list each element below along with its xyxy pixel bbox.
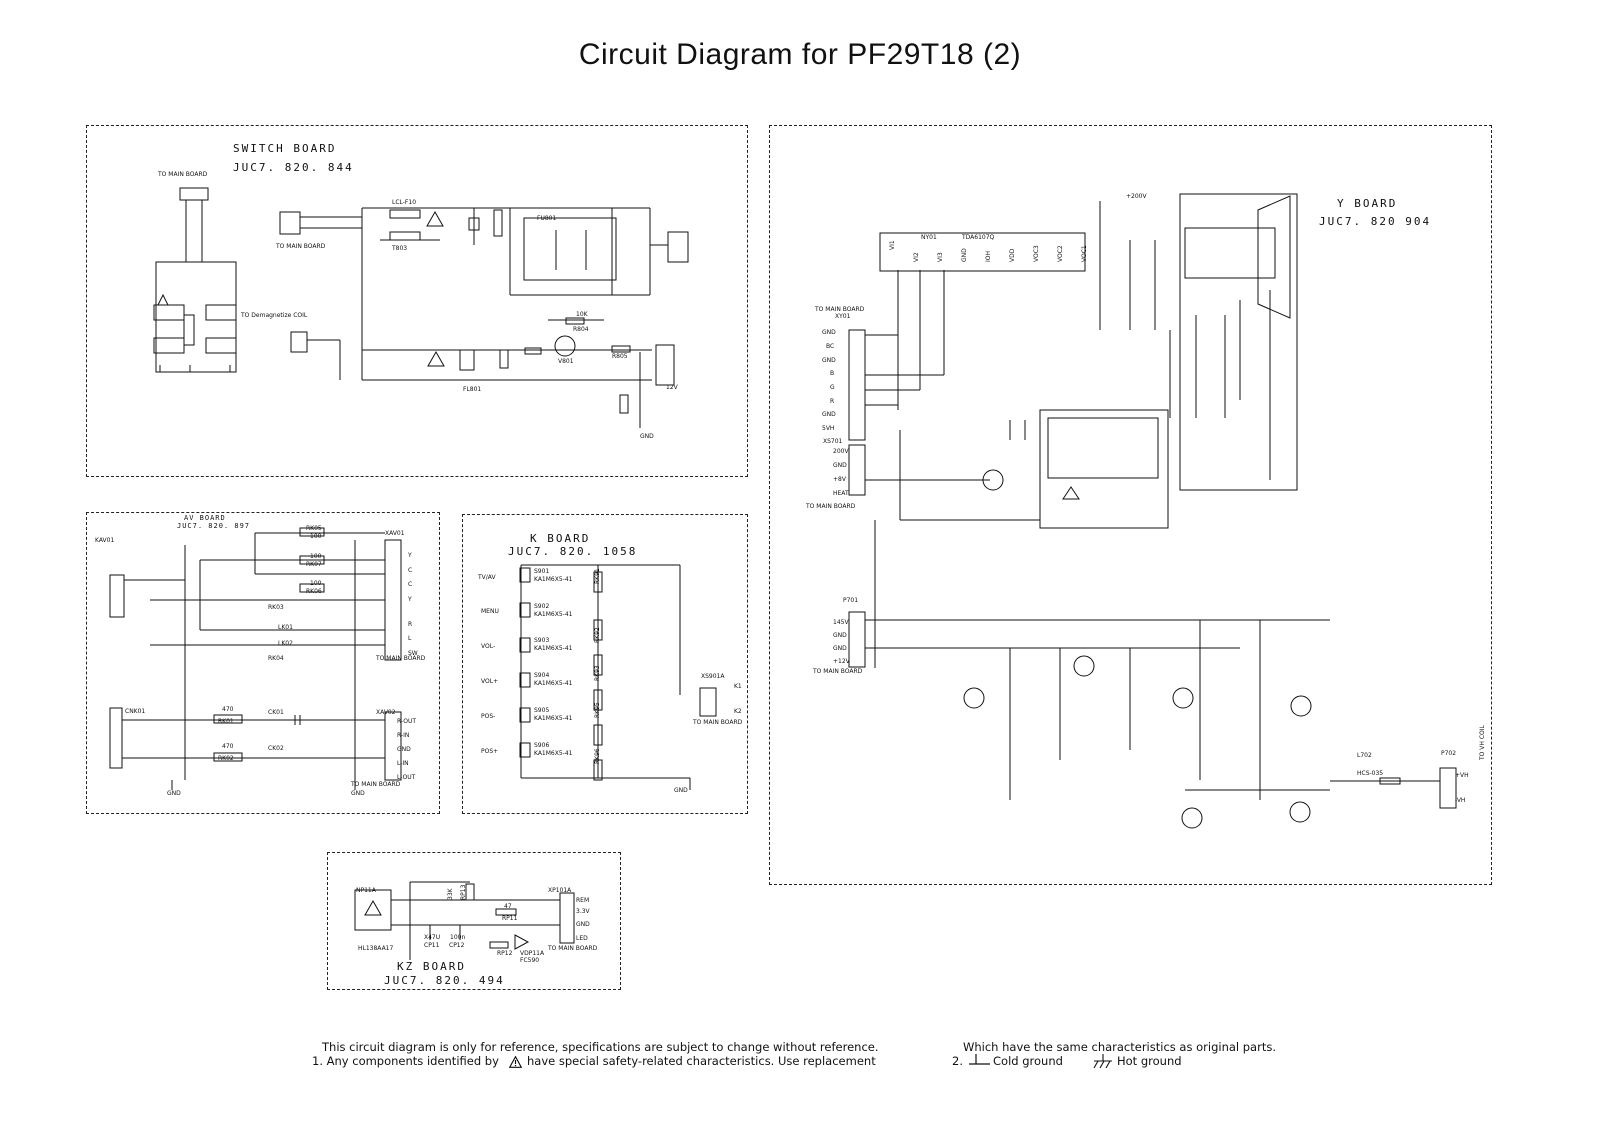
k-connector-pin: K2 xyxy=(734,708,742,715)
p701-pin: 145V xyxy=(833,619,849,626)
av-pin-a: SW xyxy=(408,650,418,657)
k-part: KA1M6X5-41 xyxy=(534,750,573,757)
k-to-main: TO MAIN BOARD xyxy=(693,719,743,726)
kz-fc590: FC590 xyxy=(520,957,540,964)
switch-gnd: GND xyxy=(640,433,654,440)
y-pin-label: 5VH xyxy=(822,425,835,432)
y-board-wiring xyxy=(849,194,1456,828)
k-part: KA1M6X5-41 xyxy=(534,715,573,722)
kz-pin: LED xyxy=(576,935,588,942)
av-pin-b: R-OUT xyxy=(397,718,417,725)
k-board-wiring xyxy=(520,565,716,790)
y-to-main-3: TO MAIN BOARD xyxy=(813,668,863,675)
k-key-label: TV/AV xyxy=(478,574,496,581)
y-pin-label: BC xyxy=(826,343,835,350)
k-resistor: RK93 xyxy=(594,665,601,681)
y-to-main-1: TO MAIN BOARD xyxy=(815,306,865,313)
y-p702: P702 xyxy=(1441,750,1457,757)
kz-board-name: KZ BOARD xyxy=(397,960,466,973)
note-ground-number: 2. xyxy=(952,1054,963,1068)
y-hcs: HCS-035 xyxy=(1357,770,1384,777)
hot-ground-icon xyxy=(1092,1053,1114,1069)
xs701-pin: GND xyxy=(833,462,847,469)
kz-47: 47 xyxy=(504,903,512,910)
k-board-name: K BOARD xyxy=(530,532,591,545)
av-rk06: RK06 xyxy=(306,588,322,595)
av-xav02: XAV02 xyxy=(376,709,396,716)
y-l702: L702 xyxy=(1357,752,1372,759)
av-pin-a: L xyxy=(408,635,412,642)
ic-pin-label: VDD xyxy=(1009,248,1016,262)
kz-hl: HL138AA17 xyxy=(358,945,394,952)
p702-pin: -VH xyxy=(1455,797,1466,804)
av-pin-b: L-IN xyxy=(397,760,409,767)
av-gnd-2: GND xyxy=(351,790,365,797)
k-resistor: RK91 xyxy=(594,568,601,584)
y-pin-label: GND xyxy=(822,411,836,418)
k-key-label: POS- xyxy=(481,713,496,720)
k-switch-ref: S904 xyxy=(534,672,550,679)
xs701-pin: 200V xyxy=(833,448,849,455)
y-ic-ref: NY01 xyxy=(921,234,937,241)
xs701-pin: +8V xyxy=(833,476,846,483)
k-connector: XS901A xyxy=(701,673,725,680)
switch-v801: V801 xyxy=(558,358,574,365)
av-100-c: 100 xyxy=(310,580,322,587)
av-100-b: 100 xyxy=(310,553,322,560)
ic-pin-label: VI1 xyxy=(889,240,896,250)
kz-cp12: CP12 xyxy=(449,942,465,949)
av-to-main-1: TO MAIN BOARD xyxy=(376,655,426,662)
kz-33k: 33K xyxy=(447,888,454,900)
switch-10k: 10K xyxy=(576,311,588,318)
hot-ground-label: Hot ground xyxy=(1117,1054,1182,1068)
y-to-vh-coil: TO VH COIL xyxy=(1479,725,1486,760)
switch-fl801: FL801 xyxy=(463,386,482,393)
kz-board-wiring xyxy=(355,882,574,960)
k-switch-ref: S905 xyxy=(534,707,550,714)
y-pin-label: G xyxy=(830,384,835,391)
y-pin-label: B xyxy=(830,370,835,377)
y-p701: P701 xyxy=(843,597,859,604)
kz-pin: GND xyxy=(576,921,590,928)
av-board-wiring xyxy=(110,528,401,790)
switch-r805: R805 xyxy=(612,353,628,360)
k-resistor: RK96 xyxy=(594,748,601,764)
switch-board-code: JUC7. 820. 844 xyxy=(233,161,354,174)
note-safety-1: 1. Any components identified by xyxy=(312,1054,499,1068)
ic-pin-label: GND xyxy=(961,248,968,262)
av-470-b: 470 xyxy=(222,743,234,750)
ic-pin-label: VOC3 xyxy=(1033,245,1040,262)
xs701-pin: HEAT xyxy=(833,490,849,497)
switch-to-main-2: TO MAIN BOARD xyxy=(276,243,326,250)
kz-xp101a: XP101A xyxy=(548,887,572,894)
av-board-code: JUC7. 820. 897 xyxy=(177,522,251,530)
av-rk02: RK02 xyxy=(218,755,234,762)
ic-pin-label: VOC2 xyxy=(1057,245,1064,262)
kz-pin: 3.3V xyxy=(576,908,590,915)
kz-cp11: CP11 xyxy=(424,942,440,949)
av-pin-b: R-IN xyxy=(397,732,410,739)
av-pin-b: GND xyxy=(397,746,411,753)
k-part: KA1M6X5-41 xyxy=(534,576,573,583)
k-key-label: VOL- xyxy=(481,643,496,650)
av-pin-a: Y xyxy=(408,552,412,559)
p701-pin: GND xyxy=(833,632,847,639)
k-key-label: MENU xyxy=(481,608,499,615)
page-title: Circuit Diagram for PF29T18 (2) xyxy=(578,38,1022,71)
av-ck02: CK02 xyxy=(268,745,284,752)
kz-np11a: NP11A xyxy=(356,887,376,894)
av-100-a: 100 xyxy=(310,533,322,540)
av-to-main-2: TO MAIN BOARD xyxy=(351,781,401,788)
p702-pin: +VH xyxy=(1455,772,1469,779)
k-switch-ref: S902 xyxy=(534,603,550,610)
note-same-characteristics: Which have the same characteristics as original parts. xyxy=(963,1040,1276,1054)
k-part: KA1M6X5-41 xyxy=(534,645,573,652)
av-pin-a: R xyxy=(408,621,413,628)
switch-t803: T803 xyxy=(392,245,408,252)
y-board-name: Y BOARD xyxy=(1337,197,1398,210)
switch-fu801: FU801 xyxy=(537,215,557,222)
p701-pin: +12V xyxy=(833,658,850,665)
y-pin-label: R xyxy=(830,398,835,405)
av-cnk01: CNK01 xyxy=(125,708,146,715)
kz-x47u: X47U xyxy=(424,934,441,941)
switch-demag-label: TO Demagnetize COIL xyxy=(241,312,308,319)
switch-board-wiring xyxy=(154,188,688,428)
av-board-name: AV BOARD xyxy=(184,514,226,522)
av-pin-a: C xyxy=(408,567,413,574)
av-gnd-1: GND xyxy=(167,790,181,797)
k-gnd: GND xyxy=(674,787,688,794)
av-kav01: KAV01 xyxy=(95,537,115,544)
p701-pin: GND xyxy=(833,645,847,652)
k-switch-ref: S906 xyxy=(534,742,550,749)
av-rk03: RK03 xyxy=(268,604,284,611)
switch-lcl: LCL-F10 xyxy=(392,199,417,206)
kz-board-code: JUC7. 820. 494 xyxy=(384,974,505,987)
y-to-main-2: TO MAIN BOARD xyxy=(806,503,856,510)
kz-rp12: RP12 xyxy=(497,950,513,957)
k-part: KA1M6X5-41 xyxy=(534,680,573,687)
y-xy01: XY01 xyxy=(835,313,851,320)
ic-pin-label: VOC1 xyxy=(1081,245,1088,262)
kz-to-main: TO MAIN BOARD xyxy=(548,945,598,952)
av-470-a: 470 xyxy=(222,706,234,713)
ic-pin-label: IOH xyxy=(985,250,992,262)
av-pin-b: L-OUT xyxy=(397,774,416,781)
av-rk01: RK01 xyxy=(218,718,234,725)
cold-ground-label: Cold ground xyxy=(993,1054,1063,1068)
kz-rp11: RP11 xyxy=(502,915,518,922)
note-safety-2: have special safety-related characteristics. Use replacement xyxy=(527,1054,876,1068)
k-switch-ref: S903 xyxy=(534,637,550,644)
av-lk02: LK02 xyxy=(278,640,293,647)
y-xs701: XS701 xyxy=(823,438,843,445)
warning-triangle-icon xyxy=(509,1056,522,1068)
k-connector-pin: K1 xyxy=(734,683,742,690)
switch-r804: R804 xyxy=(573,326,589,333)
av-lk01: LK01 xyxy=(278,624,293,631)
cold-ground-icon xyxy=(969,1053,991,1067)
av-xav01: XAV01 xyxy=(385,530,405,537)
switch-12v: 12V xyxy=(666,384,678,391)
av-rk05: RK05 xyxy=(306,525,322,532)
y-200v: +200V xyxy=(1126,193,1147,200)
k-board-code: JUC7. 820. 1058 xyxy=(508,545,638,558)
av-rk04: RK04 xyxy=(268,655,284,662)
switch-board-name: SWITCH BOARD xyxy=(233,142,337,155)
k-resistor: RK95 xyxy=(594,702,601,718)
av-rk07: RK07 xyxy=(306,561,322,568)
av-ck01: CK01 xyxy=(268,709,284,716)
k-resistor: RK92 xyxy=(594,627,601,643)
y-ic-name: TDA6107Q xyxy=(962,234,995,241)
kz-rp13: RP13 xyxy=(460,884,467,900)
k-key-label: VOL+ xyxy=(481,678,499,685)
y-board-code: JUC7. 820 904 xyxy=(1319,215,1432,228)
k-part: KA1M6X5-41 xyxy=(534,611,573,618)
av-pin-a: C xyxy=(408,581,413,588)
k-switch-ref: S901 xyxy=(534,568,550,575)
ic-pin-label: VI2 xyxy=(913,252,920,262)
k-key-label: POS+ xyxy=(481,748,499,755)
ic-pin-label: VI3 xyxy=(937,252,944,262)
av-pin-a: Y xyxy=(408,596,412,603)
y-pin-label: GND xyxy=(822,329,836,336)
kz-pin: REM xyxy=(576,897,590,904)
switch-to-main-1: TO MAIN BOARD xyxy=(158,171,208,178)
kz-vdp11a: VDP11A xyxy=(520,950,545,957)
y-pin-label: GND xyxy=(822,357,836,364)
note-disclaimer: This circuit diagram is only for reference, specifications are subject to change without reference. xyxy=(322,1040,879,1054)
kz-100n: 100n xyxy=(450,934,466,941)
